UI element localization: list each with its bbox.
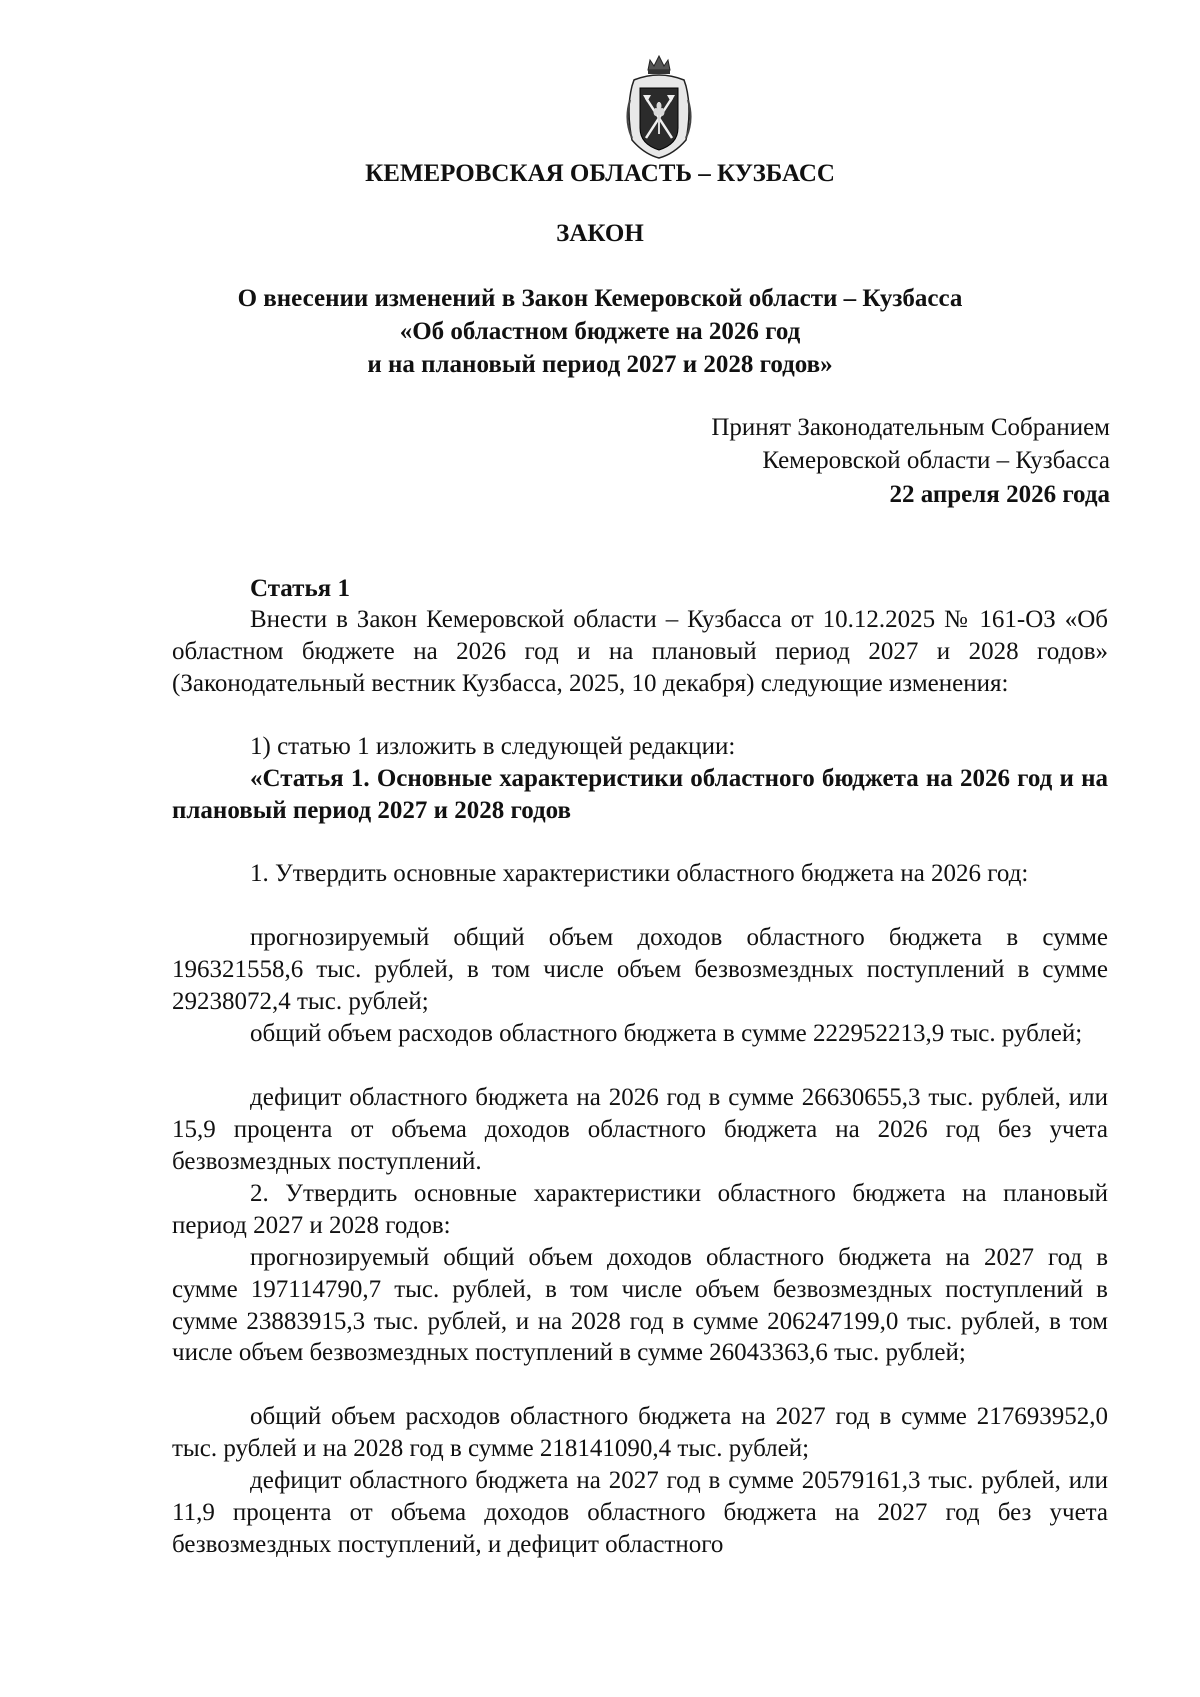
article-paragraph: общий объем расходов областного бюджета в сумме 222952213,9 тыс. рублей; (250, 1020, 1083, 1047)
adopted-by-line-2: Кемеровской области – Кузбасса (762, 447, 1110, 474)
article-paragraph: дефицит областного бюджета на 2027 год в сумме 20579161,3 тыс. рублей, или 11,9 процента от объема доходов областного бюджета на 2027 год без учета безвозмездных поступлений, и дефицит областного (172, 1467, 1108, 1558)
article-paragraph: прогнозируемый общий объем доходов областного бюджета в сумме 196321558,6 тыс. рублей, в том числе объем безвозмездных поступлений в сумме 29238072,4 тыс. рублей; (172, 924, 1108, 1015)
region-title: КЕМЕРОВСКАЯ ОБЛАСТЬ – КУЗБАСС (365, 160, 835, 187)
coat-of-arms-icon (624, 50, 694, 162)
article-paragraph: общий объем расходов областного бюджета на 2027 год в сумме 217693952,0 тыс. рублей и на 2028 год в сумме 218141090,4 тыс. рублей; (172, 1403, 1108, 1462)
article-subheading: «Статья 1. Основные характеристики областного бюджета на 2026 год и на плановый период 2027 и 2028 годов (172, 765, 1108, 824)
law-title-line-3: и на плановый период 2027 и 2028 годов» (367, 351, 833, 378)
adopted-by-line-1: Принят Законодательным Собранием (711, 414, 1110, 441)
article-heading: Статья 1 (250, 575, 350, 602)
article-paragraph: прогнозируемый общий объем доходов областного бюджета на 2027 год в сумме 197114790,7 тыс. рублей, в том числе объем безвозмездных поступлений в сумме 23883915,3 тыс. рублей, и на 2028 год в сумме 206247199,0 тыс. рублей, в том числе объем безвозмездных поступлений в сумме 26043363,6 тыс. рублей; (172, 1244, 1108, 1367)
article-paragraph: 1) статью 1 изложить в следующей редакции: (250, 733, 736, 760)
law-title-line-1: О внесении изменений в Закон Кемеровской области – Кузбасса (237, 285, 963, 312)
article-paragraph: 2. Утвердить основные характеристики областного бюджета на плановый период 2027 и 2028 годов: (172, 1180, 1108, 1239)
article-paragraph: дефицит областного бюджета на 2026 год в сумме 26630655,3 тыс. рублей, или 15,9 процента от объема доходов областного бюджета на 2026 год без учета безвозмездных поступлений. (172, 1084, 1108, 1175)
adoption-date: 22 апреля 2026 года (889, 481, 1110, 508)
article-paragraph: Внести в Закон Кемеровской области – Кузбасса от 10.12.2025 № 161-ОЗ «Об областном бюджете на 2026 год и на плановый период 2027 и 2028 годов» (Законодательный вестник Кузбасса, 2025, 10 декабря) следующие изменения: (172, 606, 1108, 697)
document-type: ЗАКОН (556, 220, 644, 247)
article-paragraph: 1. Утвердить основные характеристики областного бюджета на 2026 год: (250, 860, 1029, 887)
law-title-line-2: «Об областном бюджете на 2026 год (399, 318, 801, 345)
